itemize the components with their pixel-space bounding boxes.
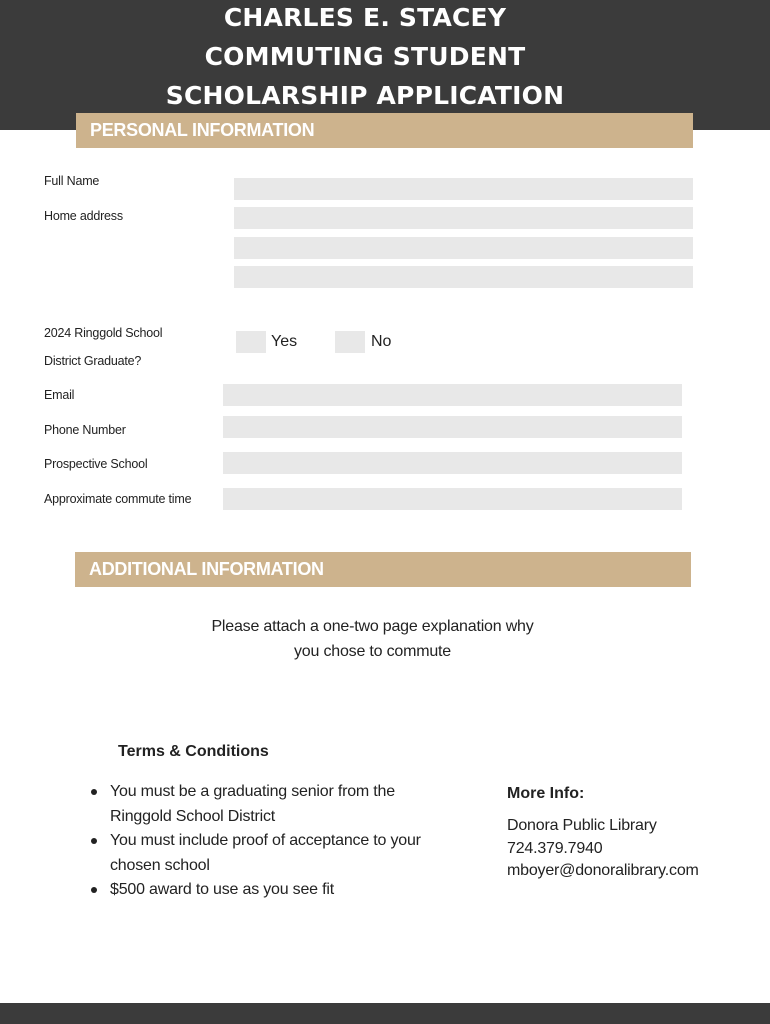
email-label: Email: [44, 388, 75, 402]
page-title-line-3: SCHOLARSHIP APPLICATION: [165, 81, 565, 110]
terms-title: Terms & Conditions: [118, 743, 269, 760]
header-band: [0, 0, 770, 130]
page-title-line-1: CHARLES E. STACEY: [223, 3, 507, 32]
commute-time-label: Approximate commute time: [44, 492, 192, 506]
footer-band: [0, 1003, 770, 1024]
personal-information-title: PERSONAL INFORMATION: [90, 120, 315, 140]
graduate-label-line-2: District Graduate?: [44, 354, 142, 368]
more-info-library: Donora Public Library: [507, 817, 657, 834]
phone-number-label: Phone Number: [44, 423, 126, 437]
phone-number-field[interactable]: [223, 416, 682, 438]
graduate-yes-checkbox[interactable]: [236, 331, 266, 353]
more-info-phone: 724.379.7940: [507, 840, 603, 857]
full-name-field[interactable]: [234, 178, 693, 200]
attach-instructions-line-2: you chose to commute: [294, 643, 451, 660]
personal-information-header: [76, 113, 693, 148]
more-info-title: More Info:: [507, 785, 585, 802]
terms-list-item: You must be a graduating senior from the Ringgold School District: [90, 780, 430, 829]
additional-information-title: ADDITIONAL INFORMATION: [89, 559, 324, 579]
more-info-email: mboyer@donoralibrary.com: [507, 862, 699, 879]
home-address-field-line-1[interactable]: [234, 207, 693, 229]
home-address-field-line-2[interactable]: [234, 237, 693, 259]
terms-list-item: You must include proof of acceptance to your chosen school: [90, 829, 430, 878]
graduate-label-line-1: 2024 Ringgold School: [44, 326, 163, 340]
full-name-label: Full Name: [44, 174, 100, 188]
attach-instructions-line-1: Please attach a one-two page explanation why: [211, 618, 534, 635]
graduate-no-checkbox[interactable]: [335, 331, 365, 353]
terms-list: [90, 780, 430, 903]
attach-instructions: [160, 614, 585, 664]
page-title-line-2: COMMUTING STUDENT: [204, 42, 526, 71]
home-address-field-line-3[interactable]: [234, 266, 693, 288]
terms-list-item: $500 award to use as you see fit: [90, 878, 430, 903]
email-field[interactable]: [223, 384, 682, 406]
home-address-label: Home address: [44, 209, 123, 223]
prospective-school-field[interactable]: [223, 452, 682, 474]
graduate-yes-label: Yes: [271, 333, 298, 350]
additional-information-header: [75, 552, 691, 587]
prospective-school-label: Prospective School: [44, 457, 148, 471]
graduate-no-label: No: [371, 333, 392, 350]
commute-time-field[interactable]: [223, 488, 682, 510]
